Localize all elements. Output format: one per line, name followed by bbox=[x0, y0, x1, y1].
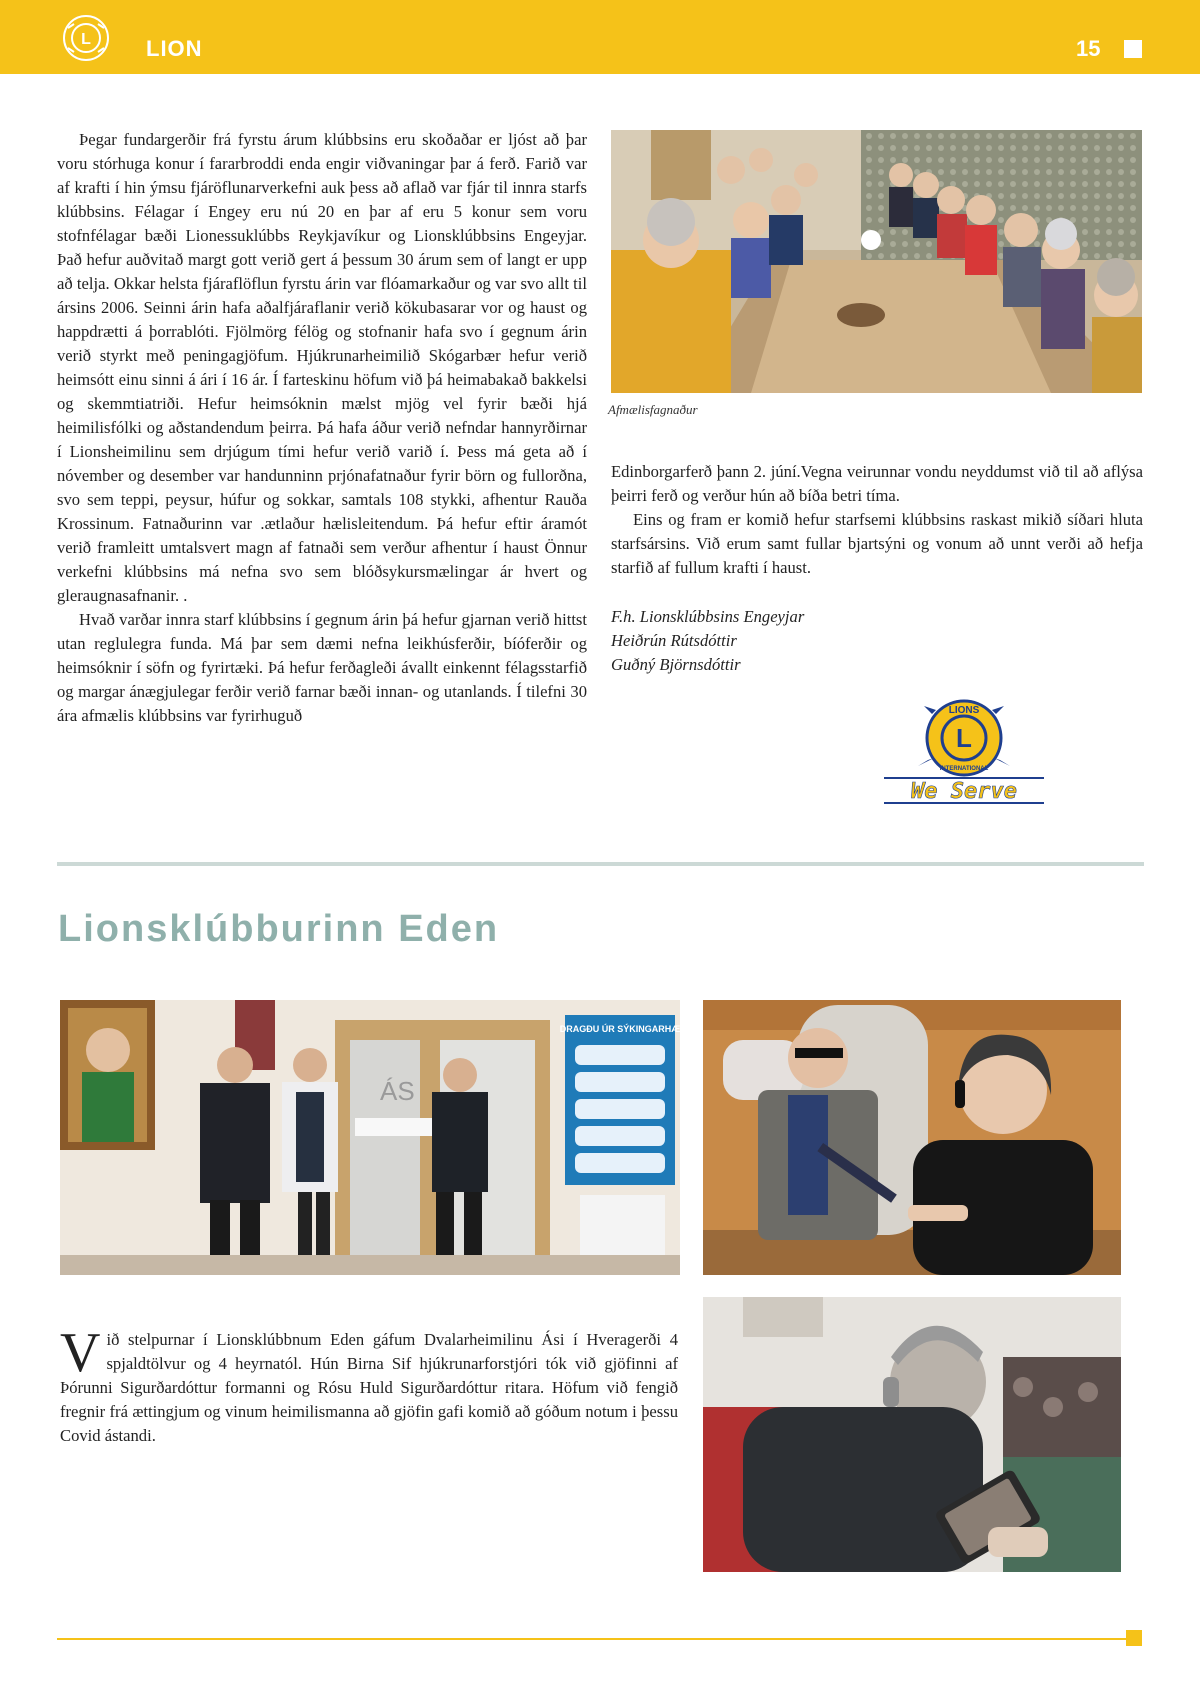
anniversary-dinner-photo bbox=[611, 130, 1142, 393]
drop-cap: V bbox=[60, 1322, 101, 1384]
article-right-column bbox=[611, 460, 1143, 580]
residents-tablets-photo bbox=[703, 1000, 1121, 1275]
logo-motto: We Serve bbox=[911, 779, 1017, 804]
resident-image bbox=[703, 1297, 1121, 1572]
resident-headphones-photo bbox=[703, 1297, 1121, 1572]
handover-image bbox=[60, 1000, 680, 1275]
signature-line: Heiðrún Rútsdóttir bbox=[611, 631, 737, 650]
signature-line: Guðný Björnsdóttir bbox=[611, 655, 741, 674]
eden-paragraph: ið stelpurnar í Lionsklúbbnum Eden gáfum Dvalarheimilinu Ási í Hveragerði 4 spjaldtölvur og 4 heyrnatól. Hún Birna Sif hjúkrunarforstjóri tók við gjöfinni af Þórunni Sigurðardóttur formanni og Rósu Huld Sigurðardóttur ritara. Höfum við fengið fregnir frá ættingjum og vinum heimilismanna að gjöfin gafi komið að góðum notum i þessu Covid ástandi. bbox=[60, 1330, 678, 1445]
residents-image bbox=[703, 1000, 1121, 1275]
poster-heading: DRAGÐU ÚR SÝKINGARHÆ bbox=[559, 1024, 680, 1034]
header-square bbox=[1124, 40, 1142, 58]
paragraph: Eins og fram er komið hefur starfsemi klúbbsins raskast mikið síðari hluta starfsársins. Við erum samt fullar bjartsýni og vonum að unnt verði að hefja starfið af fullum krafti í haust. bbox=[611, 510, 1143, 577]
magazine-title: LION bbox=[146, 36, 203, 61]
svg-text:L: L bbox=[956, 723, 972, 753]
page-header bbox=[0, 0, 1200, 74]
door-sign: ÁS bbox=[380, 1076, 415, 1106]
signature-block bbox=[611, 605, 804, 677]
lions-we-serve-logo bbox=[884, 696, 1044, 806]
logo-brand: LIONS bbox=[948, 705, 980, 716]
lions-logo-icon bbox=[884, 696, 1044, 806]
page-number: 15 bbox=[1076, 36, 1101, 61]
eden-article-text bbox=[60, 1322, 678, 1448]
svg-text:L: L bbox=[81, 31, 91, 48]
paragraph: Þegar fundargerðir frá fyrstu árum klúbbsins eru skoðaðar er ljóst að þar voru stórhuga konur í fararbroddi enda engir viðvaningar þar á ferð. Farið var af krafti í hin ýmsu fjáröflunarverkefni auk þess að aflað var fjár til innra starfs klúbbsins. Félagar í Engey eru nú 20 en þar af eru 5 konur sem voru stofnfélagar bæði Lionessuklúbbs Reykjavíkur og Lionsklúbbsins Engeyjar. Það hefur auðvitað margt gott verið gert á þessum 30 árum sem of langt er upp að telja. Okkar helsta fjáraflöflun fyrstu árin var flóamarkaður og var svo allt til ársins 2006. Seinni árin hafa aðalfjáraflanir verið kökubasarar vor og haust og happdrætti á þorrablóti. Fjölmörg félög og stofnanir hafa svo í gegnum árin verið styrkt með peningagjöfum. Hjúkrunarheimilið Skógarbær hefur verið heimsótt einu sinni á ári í 16 ár. Í farteskinu höfum við þá heimabakað bakkelsi og skemmtiatriði. Hefur heimsóknin mælst mjög vel fyrir bæði hjá heimilisfólki og aðstandendum þeirra. Þá hafa áður verið nefndar hannyrðirnar í Lionsheimilinu sem drjúgum tími hefur verið varið í. Þess má geta að í nóvember og desember var handunninn prjónafatnaður fyrir börn og fullorðna, svo sem teppi, peysur, húfur og sokkar, samtals 108 stykki, afhentur Rauða Krossinum. Fatnaðurinn var .ætlaður hælisleitendum. Þá hefur eftir áramót verið framleitt umtalsvert magn af fatnaði sem verður afhentur í haust Önnur verkefni klúbbsins má nefna svo sem blóðsykursmælingar ár hvert og gleraugnasafnanir. . bbox=[57, 130, 587, 605]
handover-photo bbox=[60, 1000, 680, 1275]
article-left-column bbox=[57, 128, 587, 728]
paragraph: Edinborgarferð þann 2. júní.Vegna veirunnar vondu neyddumst við til að aflýsa þeirri ferð og verður hún að bíða betri tíma. bbox=[611, 462, 1143, 505]
footer-rule bbox=[57, 1638, 1127, 1640]
paragraph: Hvað varðar innra starf klúbbsins í gegnum árin þá hefur gjarnan verið hittst utan reglulegra funda. Má þar sem dæmi nefna leikhúsferðir, bíóferðir og heimsóknir í söfn og fyrirtæki. Þá hefur ferðagleði ávallt einkennt félagsstarfið og margar ánægjulegar ferðir verið farnar bæði innan- og utanlands. Í tilefni 30 ára afmælis klúbbsins var fyrirhuguð bbox=[57, 610, 587, 725]
logo-subtitle: INTERNATIONAL bbox=[939, 766, 989, 772]
photo-caption: Afmælisfagnaður bbox=[608, 402, 698, 417]
lions-emblem-icon bbox=[62, 14, 110, 62]
footer-square bbox=[1126, 1630, 1142, 1646]
signature-line: F.h. Lionsklúbbsins Engeyjar bbox=[611, 607, 805, 626]
section-title: Lionsklúbburinn Eden bbox=[58, 908, 500, 950]
banquet-image bbox=[611, 130, 1142, 393]
section-divider bbox=[57, 862, 1144, 866]
